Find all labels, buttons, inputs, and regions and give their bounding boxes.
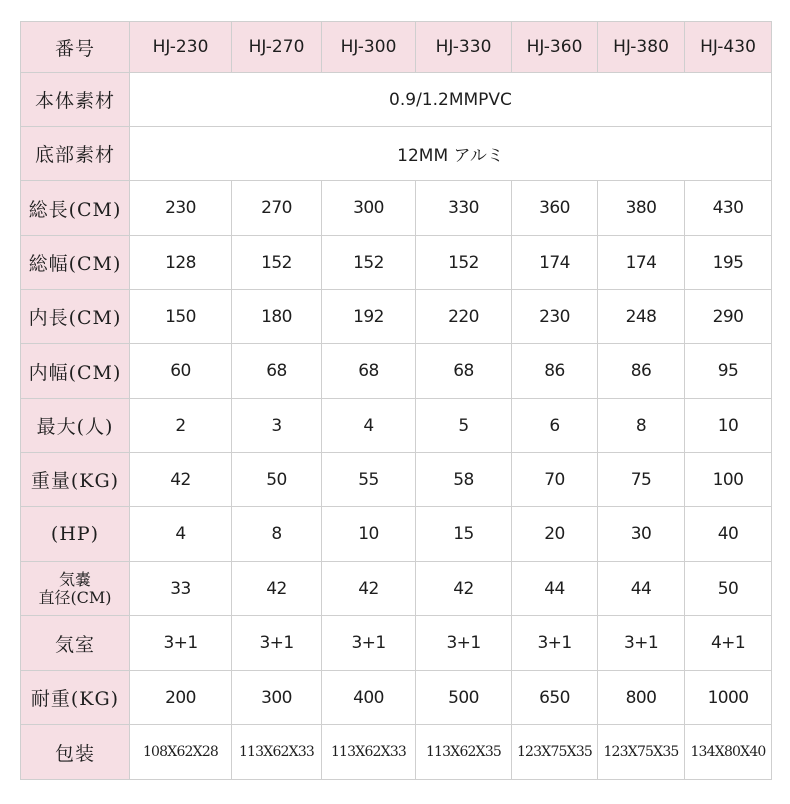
table-cell: 174 (512, 236, 598, 290)
table-cell: 8 (232, 507, 322, 562)
table-cell: 3+1 (512, 616, 598, 671)
table-cell: 3+1 (416, 616, 512, 671)
table-cell: 8 (598, 399, 685, 453)
table-cell: 134X80X40 (685, 725, 772, 780)
table-cell: 180 (232, 290, 322, 344)
table-cell: 300 (232, 671, 322, 725)
row-label-line: 直径(CM) (38, 587, 112, 607)
table-cell: 15 (416, 507, 512, 562)
table-cell: 270 (232, 181, 322, 236)
table-cell: 200 (130, 671, 232, 725)
table-cell: 152 (232, 236, 322, 290)
table-cell: 3+1 (130, 616, 232, 671)
table-cell: 430 (685, 181, 772, 236)
model-header-cell: HJ-300 (322, 22, 416, 73)
model-header-cell: HJ-330 (416, 22, 512, 73)
table-cell: 70 (512, 453, 598, 507)
table-cell: 192 (322, 290, 416, 344)
row-label-line: 気嚢 (58, 569, 91, 589)
table-cell: 123X75X35 (512, 725, 598, 780)
row-label: 底部素材 (21, 127, 130, 181)
row-label: 本体素材 (21, 73, 130, 127)
model-header-cell: HJ-360 (512, 22, 598, 73)
table-cell: 380 (598, 181, 685, 236)
table-cell: 86 (598, 344, 685, 399)
model-header-cell: HJ-270 (232, 22, 322, 73)
table-cell: 113X62X35 (416, 725, 512, 780)
table-cell: 68 (232, 344, 322, 399)
row-label: 総幅(CM) (21, 236, 130, 290)
table-cell: 113X62X33 (322, 725, 416, 780)
table-cell: 44 (512, 562, 598, 616)
table-cell: 68 (322, 344, 416, 399)
table-cell: 174 (598, 236, 685, 290)
row-label: (HP) (21, 507, 130, 562)
table-cell: 500 (416, 671, 512, 725)
table-cell: 20 (512, 507, 598, 562)
table-cell: 2 (130, 399, 232, 453)
table-cell: 3+1 (322, 616, 416, 671)
table-cell: 290 (685, 290, 772, 344)
table-cell: 360 (512, 181, 598, 236)
table-row (21, 616, 772, 671)
table-cell: 50 (685, 562, 772, 616)
table-cell: 44 (598, 562, 685, 616)
table-cell: 95 (685, 344, 772, 399)
table-cell: 60 (130, 344, 232, 399)
table-cell: 3+1 (598, 616, 685, 671)
row-label: 最大(人) (21, 399, 130, 453)
table-cell: 1000 (685, 671, 772, 725)
table-cell: 4+1 (685, 616, 772, 671)
row-label: 内長(CM) (21, 290, 130, 344)
table-cell: 50 (232, 453, 322, 507)
table-cell: 152 (416, 236, 512, 290)
table-row (21, 399, 772, 453)
row-label: 内幅(CM) (21, 344, 130, 399)
table-cell: 42 (232, 562, 322, 616)
table-cell: 108X62X28 (130, 725, 232, 780)
table-cell: 650 (512, 671, 598, 725)
body-material-value: 0.9/1.2MMPVC (130, 73, 772, 127)
table-cell: 86 (512, 344, 598, 399)
table-cell: 42 (416, 562, 512, 616)
model-header-cell: HJ-380 (598, 22, 685, 73)
table-cell: 230 (130, 181, 232, 236)
bottom-material-value: 12MM アルミ (130, 127, 772, 181)
table-cell: 10 (322, 507, 416, 562)
table-cell: 152 (322, 236, 416, 290)
table-row (21, 344, 772, 399)
table-cell: 128 (130, 236, 232, 290)
table-row (21, 290, 772, 344)
table-cell: 10 (685, 399, 772, 453)
table-row (21, 671, 772, 725)
table-cell: 58 (416, 453, 512, 507)
row-label: 重量(KG) (21, 453, 130, 507)
table-cell: 800 (598, 671, 685, 725)
table-row (21, 181, 772, 236)
row-label (21, 562, 130, 616)
table-cell: 40 (685, 507, 772, 562)
table-cell: 150 (130, 290, 232, 344)
row-label: 包装 (21, 725, 130, 780)
table-cell: 55 (322, 453, 416, 507)
table-cell: 123X75X35 (598, 725, 685, 780)
table-row (21, 236, 772, 290)
table-cell: 3+1 (232, 616, 322, 671)
table-cell: 400 (322, 671, 416, 725)
table-cell: 42 (322, 562, 416, 616)
table-cell: 33 (130, 562, 232, 616)
row-label: 総長(CM) (21, 181, 130, 236)
table-cell: 220 (416, 290, 512, 344)
table-cell: 4 (130, 507, 232, 562)
table-row (21, 562, 772, 616)
table-cell: 113X62X33 (232, 725, 322, 780)
row-label: 気室 (21, 616, 130, 671)
table-cell: 5 (416, 399, 512, 453)
bottom-material-row (21, 127, 772, 181)
row-label: 耐重(KG) (21, 671, 130, 725)
table-cell: 4 (322, 399, 416, 453)
table-row (21, 507, 772, 562)
header-label-cell: 番号 (21, 22, 130, 73)
table-cell: 6 (512, 399, 598, 453)
model-header-cell: HJ-230 (130, 22, 232, 73)
table-cell: 300 (322, 181, 416, 236)
table-cell: 100 (685, 453, 772, 507)
table-cell: 248 (598, 290, 685, 344)
table-cell: 68 (416, 344, 512, 399)
table-cell: 3 (232, 399, 322, 453)
spec-table (20, 21, 772, 780)
table-cell: 195 (685, 236, 772, 290)
header-row (21, 22, 772, 73)
table-cell: 30 (598, 507, 685, 562)
table-row (21, 453, 772, 507)
body-material-row (21, 73, 772, 127)
table-cell: 330 (416, 181, 512, 236)
table-row (21, 725, 772, 780)
table-cell: 75 (598, 453, 685, 507)
model-header-cell: HJ-430 (685, 22, 772, 73)
table-cell: 42 (130, 453, 232, 507)
table-cell: 230 (512, 290, 598, 344)
